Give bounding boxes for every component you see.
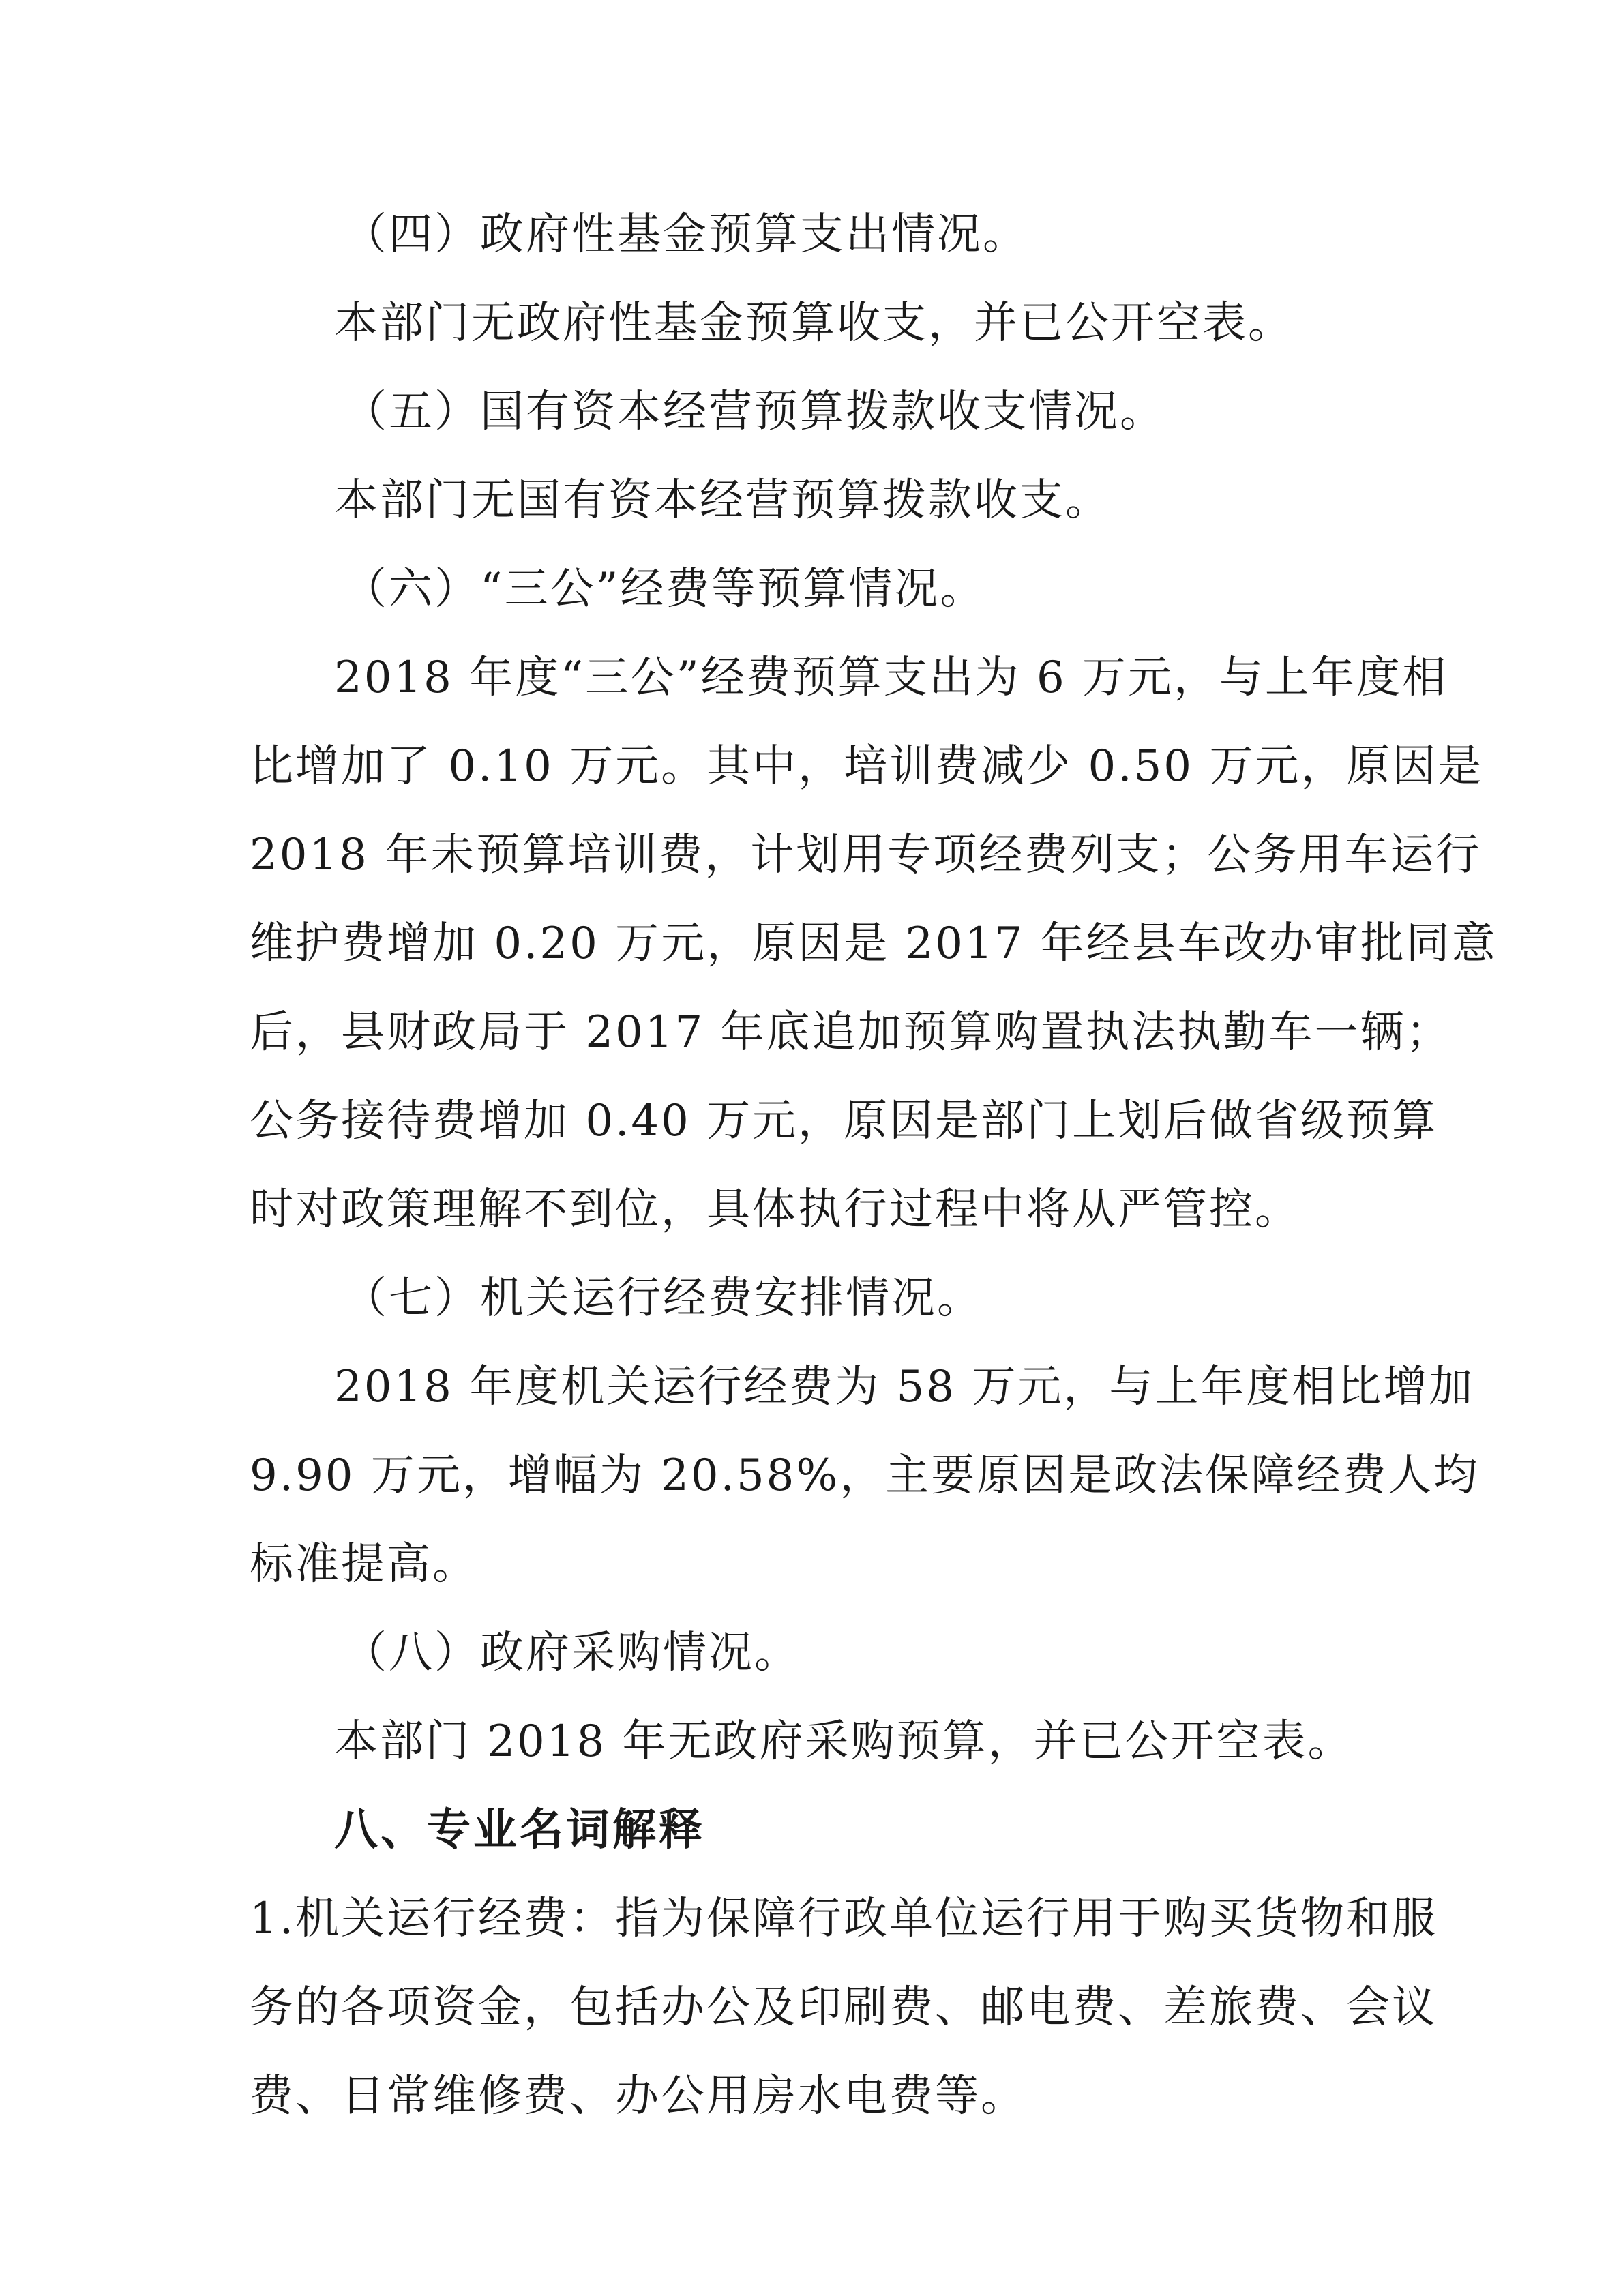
paragraph-line: 2018 年度机关运行经费为 58 万元，与上年度相比增加 [334,1362,1475,1412]
paragraph-line: 2018 年度“三公”经费预算支出为 6 万元，与上年度相 [334,653,1448,703]
paragraph-line: 后，县财政局于 2017 年底追加预算购置执法执勤车一辆； [250,1007,1452,1058]
paragraph-line: 费、日常维修费、办公用房水电费等。 [250,2071,1026,2121]
paragraph-line: 比增加了 0.10 万元。其中，培训费减少 0.50 万元，原因是 [250,741,1484,792]
paragraph-line: 9.90 万元，增幅为 20.58%，主要原因是政法保障经费人均 [250,1450,1480,1501]
paragraph-line: 时对政策理解不到位，具体执行过程中将从严管控。 [250,1184,1300,1235]
paragraph-line: 务的各项资金，包括办公及印刷费、邮电费、差旅费、会议 [250,1982,1438,2033]
paragraph-line: 公务接待费增加 0.40 万元，原因是部门上划后做省级预算 [250,1096,1438,1146]
subsection-heading-7: （七）机关运行经费安排情况。 [343,1273,983,1324]
paragraph-line: 2018 年未预算培训费，计划用专项经费列支；公务用车运行 [250,830,1482,880]
paragraph-line: 标准提高。 [250,1539,478,1590]
paragraph-line: 本部门无国有资本经营预算拨款收支。 [334,475,1111,526]
paragraph-line: 1.机关运行经费：指为保障行政单位运行用于购买货物和服 [250,1894,1438,1944]
subsection-heading-5: （五）国有资本经营预算拨款收支情况。 [343,387,1165,437]
subsection-heading-4: （四）政府性基金预算支出情况。 [343,209,1028,260]
subsection-heading-8: （八）政府采购情况。 [343,1628,800,1678]
section-heading-terms: 八、专业名词解释 [334,1805,705,1855]
paragraph-line: 本部门 2018 年无政府采购预算，并已公开空表。 [334,1716,1354,1767]
paragraph-line: 本部门无政府性基金预算收支，并已公开空表。 [334,298,1294,348]
subsection-heading-6: （六）“三公”经费等预算情况。 [343,564,986,614]
paragraph-line: 维护费增加 0.20 万元，原因是 2017 年经县车改办审批同意 [250,919,1498,969]
